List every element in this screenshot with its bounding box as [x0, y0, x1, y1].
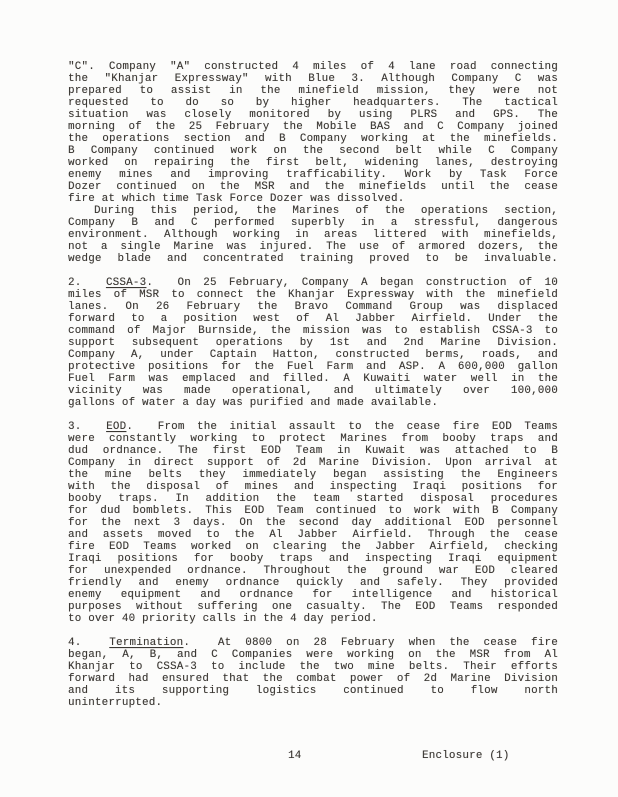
text-line: the operations section and B Company working at the minefields. — [68, 133, 558, 145]
text-line: B Company continued work on the second belt while C Company — [68, 145, 558, 157]
enclosure-label: Enclosure (1) — [422, 750, 510, 762]
text-line: support subsequent operations by 1st and 2nd Marine Division. — [68, 337, 558, 349]
text-line: the "Khanjar Expressway" with Blue 3. Although Company C was — [68, 73, 558, 85]
text-line: booby traps. In addition the team started disposal procedures — [68, 493, 558, 505]
section-heading: EOD — [106, 421, 127, 433]
text-line: enemy equipment and ordnance for intelligence and historical — [68, 589, 558, 601]
section-heading: CSSA-3 — [105, 277, 147, 289]
text-line: purposes without suffering one casualty. The EOD Teams responded — [68, 601, 558, 613]
text-line: with the disposal of mines and inspecting Iraqi positions for — [68, 481, 558, 493]
document-text — [68, 61, 558, 709]
text-line: 3. EOD. From the initial assault to the cease fire EOD Teams — [68, 421, 558, 433]
text-line: for the next 3 days. On the second day additional EOD personnel — [68, 517, 558, 529]
text-line: protective positions for the Fuel Farm and ASP. A 600,000 gallon — [68, 361, 558, 373]
page-number: 14 — [288, 750, 302, 762]
text-line: Company B and C performed superbly in a stressful, dangerous — [68, 217, 558, 229]
text-line: were constantly working to protect Marines from booby traps and — [68, 433, 558, 445]
text-line: vicinity was made operational, and ultimately over 100,000 — [68, 385, 558, 397]
text-line: the mine belts they immediately began assisting the Engineers — [68, 469, 558, 481]
text-line: and assets moved to the Al Jabber Airfield. Through the cease — [68, 529, 558, 541]
text-line: began, A, B, and C Companies were working on the MSR from Al — [68, 649, 558, 661]
text-line: Company in direct support of 2d Marine Division. Upon arrival at — [68, 457, 558, 469]
text-line: lanes. On 26 February the Bravo Command Group was displaced — [68, 301, 558, 313]
text-line: morning of the 25 February the Mobile BAS and C Company joined — [68, 121, 558, 133]
section-heading: Termination — [109, 637, 184, 649]
text-line: 2. CSSA-3. On 25 February, Company A began construction of 10 — [68, 277, 558, 289]
text-line: prepared to assist in the minefield mission, they were not — [68, 85, 558, 97]
text-line: worked on repairing the first belt, widening lanes, destroying — [68, 157, 558, 169]
text-line: forward had ensured that the combat power of 2d Marine Division — [68, 673, 558, 685]
text-line: for dud bomblets. This EOD Team continued to work with B Company — [68, 505, 558, 517]
text-line: enemy mines and improving trafficability. Work by Task Force — [68, 169, 558, 181]
text-line: dud ordnance. The first EOD Team in Kuwait was attached to B — [68, 445, 558, 457]
text-line: command of Major Burnside, the mission was to establish CSSA-3 to — [68, 325, 558, 337]
text-line: friendly and enemy ordnance quickly and safely. They provided — [68, 577, 558, 589]
text-line: fire EOD Teams worked on clearing the Jabber Airfield, checking — [68, 541, 558, 553]
paragraph-number: 3. — [68, 421, 82, 433]
numbered-paragraph — [68, 421, 558, 625]
text-line: Iraqi positions for booby traps and inspecting Iraqi equipment — [68, 553, 558, 565]
paragraph-number: 2. — [68, 277, 82, 289]
paragraph-number: 4. — [68, 637, 82, 649]
numbered-paragraph — [68, 637, 558, 709]
text-line: 4. Termination. At 0800 on 28 February when the cease fire — [68, 637, 558, 649]
text-line: Khanjar to CSSA-3 to include the two mine belts. Their efforts — [68, 661, 558, 673]
text-line: Company A, under Captain Hatton, constructed berms, roads, and — [68, 349, 558, 361]
text-line: requested to do so by higher headquarters. The tactical — [68, 97, 558, 109]
text-line: During this period, the Marines of the operations section, — [94, 205, 558, 217]
paragraph — [68, 61, 558, 205]
text-line: gallons of water a day was purified and made available. — [68, 397, 439, 409]
text-line: Fuel Farm was emplaced and filled. A Kuwaiti water well in the — [68, 373, 558, 385]
paragraph — [68, 205, 558, 265]
text-line: situation was closely monitored by using PLRS and GPS. The — [68, 109, 558, 121]
text-line: uninterrupted. — [68, 697, 163, 709]
text-line: for unexpended ordnance. Throughout the ground war EOD cleared — [68, 565, 558, 577]
page-footer — [0, 750, 618, 764]
numbered-paragraph — [68, 277, 558, 409]
text-line: miles of MSR to connect the Khanjar Expressway with the minefield — [68, 289, 558, 301]
text-line: fire at which time Task Force Dozer was dissolved. — [68, 193, 405, 205]
text-line: "C". Company "A" constructed 4 miles of 4 lane road connecting — [68, 61, 558, 73]
text-line: Dozer continued on the MSR and the minefields until the cease — [68, 181, 558, 193]
text-line: environment. Although working in areas littered with minefields, — [68, 229, 558, 241]
text-line: wedge blade and concentrated training proved to be invaluable. — [68, 253, 558, 265]
text-line: forward to a position west of Al Jabber Airfield. Under the — [68, 313, 558, 325]
text-line: and its supporting logistics continued to flow north — [68, 685, 558, 697]
text-line: to over 40 priority calls in the 4 day period. — [68, 613, 378, 625]
text-line: not a single Marine was injured. The use of armored dozers, the — [68, 241, 558, 253]
